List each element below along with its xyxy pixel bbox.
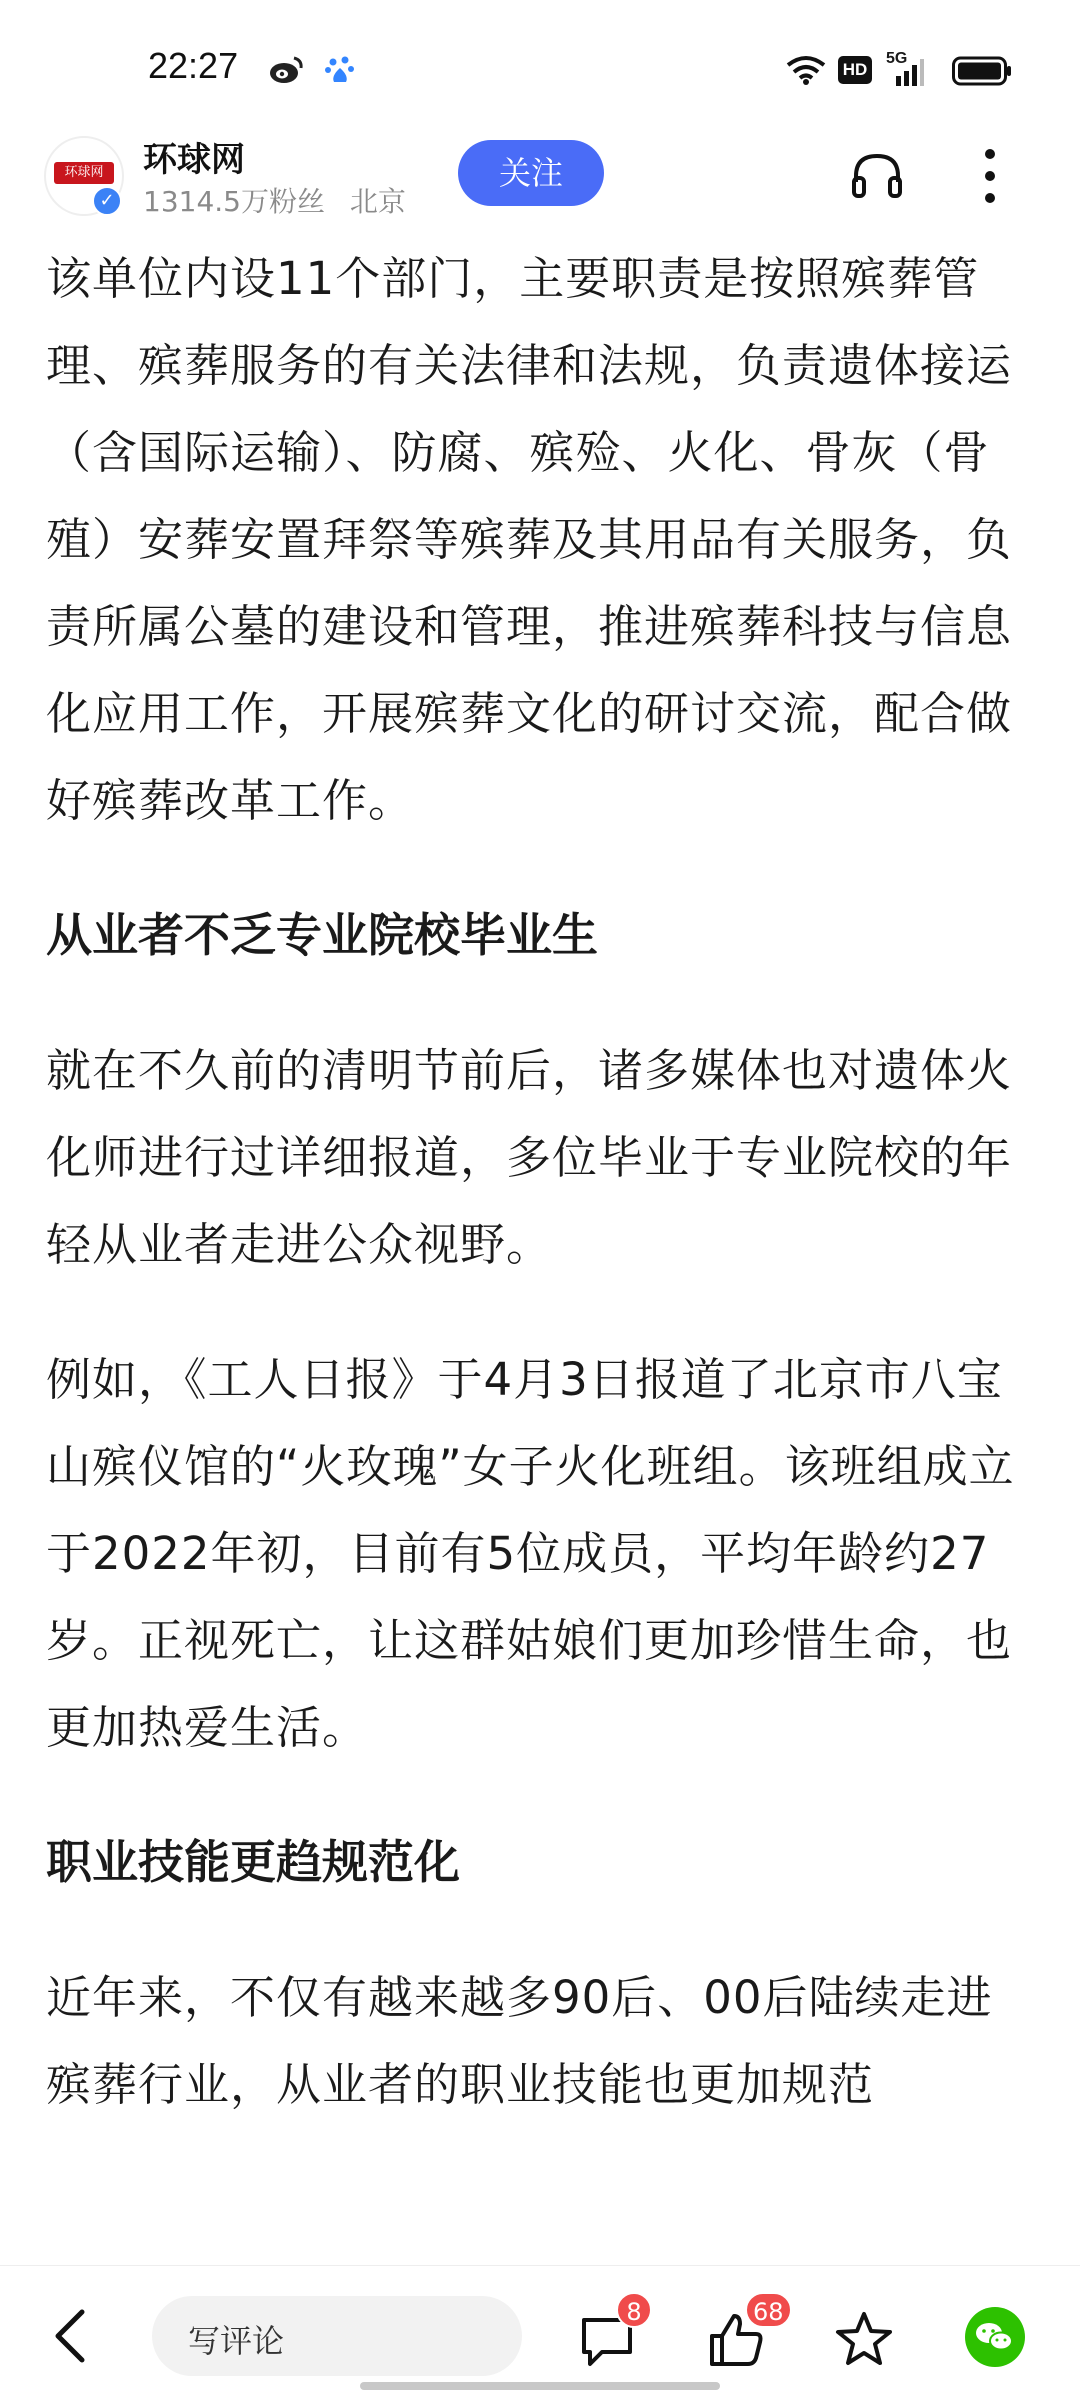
paragraph: 例如，《工人日报》于4月3日报道了北京市八宝山殡仪馆的“火玫瑰”女子火化班组。该班组成立于2022年初，目前有5位成员，平均年龄约27岁。正视死亡，让这群姑娘们更加珍惜生命，也更加热爱生活。: [46, 1353, 1015, 1754]
home-indicator[interactable]: [360, 2382, 720, 2390]
baidu-icon: [324, 54, 356, 86]
paragraph: 近年来，不仅有越来越多90后、00后陆续走进殡葬行业，从业者的职业技能也更加规范: [46, 1971, 993, 2111]
article-header: [0, 130, 1080, 230]
headphone-icon[interactable]: [850, 148, 904, 202]
section-heading: 职业技能更趋规范化: [46, 1835, 460, 1889]
favorite-star-icon[interactable]: [834, 2310, 894, 2368]
wechat-share-icon[interactable]: [964, 2306, 1026, 2368]
battery-icon: [952, 56, 1012, 86]
article-body: [46, 235, 1036, 2128]
source-location: 北京: [349, 185, 406, 218]
status-time: 22:27: [148, 45, 239, 86]
hd-icon: HD: [838, 56, 872, 84]
bottom-action-bar: [0, 2265, 1080, 2401]
status-bar: [0, 0, 1080, 130]
comment-placeholder: 写评论: [188, 2322, 285, 2360]
source-name[interactable]: 环球网: [143, 140, 245, 180]
signal-icon: [894, 58, 924, 86]
source-meta: [143, 180, 406, 220]
follower-count: 1314.5万粉丝: [143, 185, 325, 218]
paragraph: 该单位内设11个部门，主要职责是按照殡葬管理、殡葬服务的有关法律和法规，负责遗体接运（含国际运输）、防腐、殡殓、火化、骨灰（骨殖）安葬安置拜祭等殡葬及其用品有关服务，负责所属公墓的建设和管理，推进殡葬科技与信息化应用工作，开展殡葬文化的研讨交流，配合做好殡葬改革工作。: [46, 252, 1013, 827]
verified-icon: ✓: [92, 186, 122, 216]
comment-count-badge: 8: [616, 2292, 652, 2328]
follow-button[interactable]: 关注: [458, 140, 604, 206]
weibo-icon: [268, 56, 304, 84]
paragraph: 就在不久前的清明节前后，诸多媒体也对遗体火化师进行过详细报道，多位毕业于专业院校的年轻从业者走进公众视野。: [46, 1044, 1013, 1271]
source-logo: 环球网: [54, 162, 114, 184]
network-type: 5G: [886, 50, 908, 67]
more-options-icon[interactable]: [980, 146, 1000, 206]
wifi-icon: [786, 55, 826, 85]
back-arrow-icon[interactable]: [52, 2308, 88, 2364]
like-count-badge: 68: [745, 2292, 792, 2328]
section-heading: 从业者不乏专业院校毕业生: [46, 908, 598, 962]
comment-input[interactable]: [152, 2296, 522, 2376]
